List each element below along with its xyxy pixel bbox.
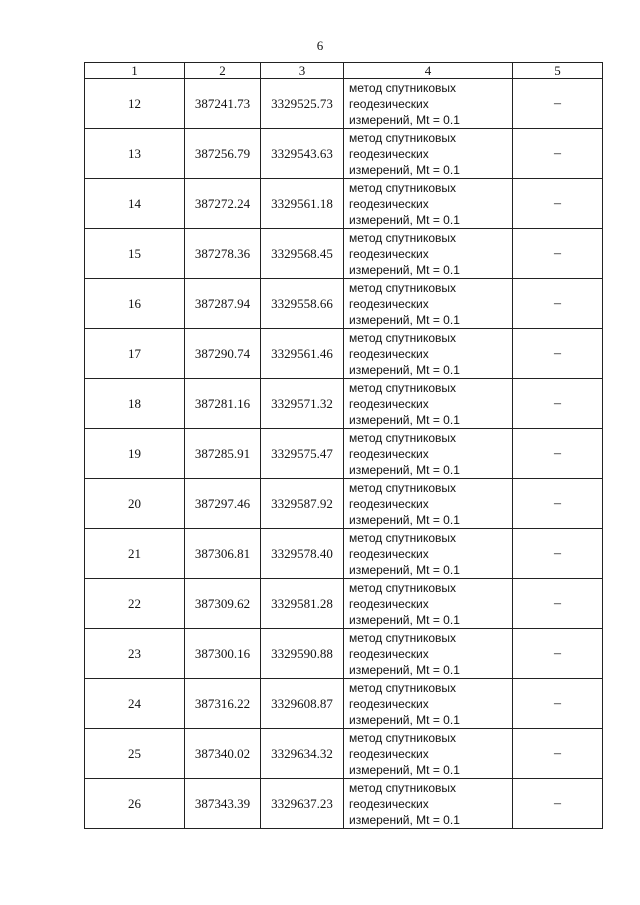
y-coordinate-cell: 3329568.45 bbox=[261, 229, 344, 279]
method-line: измерений, Mt = 0.1 bbox=[349, 612, 460, 627]
method-cell bbox=[344, 729, 513, 779]
method-line: метод спутниковых bbox=[349, 530, 457, 545]
y-coordinate-cell: 3329561.46 bbox=[261, 329, 344, 379]
x-coordinate-cell: 387309.62 bbox=[185, 579, 261, 629]
method-cell bbox=[344, 479, 513, 529]
method-line: геодезических bbox=[349, 296, 429, 311]
method-line: измерений, Mt = 0.1 bbox=[349, 662, 460, 677]
method-cell bbox=[344, 679, 513, 729]
method-line: измерений, Mt = 0.1 bbox=[349, 262, 460, 277]
method-line: измерений, Mt = 0.1 bbox=[349, 712, 460, 727]
point-number-cell: 18 bbox=[85, 379, 185, 429]
note-cell: – bbox=[513, 79, 603, 129]
y-coordinate-cell: 3329581.28 bbox=[261, 579, 344, 629]
method-cell bbox=[344, 79, 513, 129]
method-line: геодезических bbox=[349, 346, 429, 361]
y-coordinate-cell: 3329525.73 bbox=[261, 79, 344, 129]
table-row bbox=[85, 479, 603, 529]
x-coordinate-cell: 387272.24 bbox=[185, 179, 261, 229]
method-cell bbox=[344, 329, 513, 379]
x-coordinate-cell: 387256.79 bbox=[185, 129, 261, 179]
method-line: измерений, Mt = 0.1 bbox=[349, 562, 460, 577]
method-line: метод спутниковых bbox=[349, 130, 457, 145]
note-cell: – bbox=[513, 479, 603, 529]
method-line: метод спутниковых bbox=[349, 380, 457, 395]
method-line: метод спутниковых bbox=[349, 280, 457, 295]
note-cell: – bbox=[513, 729, 603, 779]
table-row bbox=[85, 429, 603, 479]
method-line: измерений, Mt = 0.1 bbox=[349, 112, 460, 127]
method-line: измерений, Mt = 0.1 bbox=[349, 462, 460, 477]
y-coordinate-cell: 3329578.40 bbox=[261, 529, 344, 579]
point-number-cell: 16 bbox=[85, 279, 185, 329]
point-number-cell: 23 bbox=[85, 629, 185, 679]
method-line: измерений, Mt = 0.1 bbox=[349, 812, 460, 827]
method-line: геодезических bbox=[349, 446, 429, 461]
x-coordinate-cell: 387287.94 bbox=[185, 279, 261, 329]
method-line: метод спутниковых bbox=[349, 430, 457, 445]
method-cell bbox=[344, 379, 513, 429]
y-coordinate-cell: 3329590.88 bbox=[261, 629, 344, 679]
point-number-cell: 19 bbox=[85, 429, 185, 479]
x-coordinate-cell: 387285.91 bbox=[185, 429, 261, 479]
x-coordinate-cell: 387306.81 bbox=[185, 529, 261, 579]
note-cell: – bbox=[513, 129, 603, 179]
method-line: геодезических bbox=[349, 796, 429, 811]
y-coordinate-cell: 3329637.23 bbox=[261, 779, 344, 829]
column-header-4: 4 bbox=[344, 63, 513, 79]
table-row bbox=[85, 229, 603, 279]
table-row bbox=[85, 529, 603, 579]
table-row bbox=[85, 329, 603, 379]
note-cell: – bbox=[513, 429, 603, 479]
table-header-row bbox=[85, 63, 603, 79]
x-coordinate-cell: 387278.36 bbox=[185, 229, 261, 279]
table-row bbox=[85, 729, 603, 779]
method-line: геодезических bbox=[349, 196, 429, 211]
point-number-cell: 26 bbox=[85, 779, 185, 829]
note-cell: – bbox=[513, 679, 603, 729]
method-line: геодезических bbox=[349, 246, 429, 261]
point-number-cell: 17 bbox=[85, 329, 185, 379]
note-cell: – bbox=[513, 579, 603, 629]
method-cell bbox=[344, 579, 513, 629]
note-cell: – bbox=[513, 779, 603, 829]
method-cell bbox=[344, 129, 513, 179]
note-cell: – bbox=[513, 529, 603, 579]
point-number-cell: 12 bbox=[85, 79, 185, 129]
table-body bbox=[85, 79, 603, 829]
method-line: измерений, Mt = 0.1 bbox=[349, 212, 460, 227]
y-coordinate-cell: 3329634.32 bbox=[261, 729, 344, 779]
method-line: геодезических bbox=[349, 646, 429, 661]
method-line: метод спутниковых bbox=[349, 330, 457, 345]
method-line: метод спутниковых bbox=[349, 630, 457, 645]
method-line: метод спутниковых bbox=[349, 180, 457, 195]
method-cell bbox=[344, 179, 513, 229]
method-cell bbox=[344, 229, 513, 279]
point-number-cell: 25 bbox=[85, 729, 185, 779]
x-coordinate-cell: 387300.16 bbox=[185, 629, 261, 679]
method-line: метод спутниковых bbox=[349, 680, 457, 695]
point-number-cell: 15 bbox=[85, 229, 185, 279]
y-coordinate-cell: 3329571.32 bbox=[261, 379, 344, 429]
method-line: метод спутниковых bbox=[349, 230, 457, 245]
x-coordinate-cell: 387316.22 bbox=[185, 679, 261, 729]
x-coordinate-cell: 387297.46 bbox=[185, 479, 261, 529]
point-number-cell: 21 bbox=[85, 529, 185, 579]
point-number-cell: 13 bbox=[85, 129, 185, 179]
method-cell bbox=[344, 529, 513, 579]
method-cell bbox=[344, 279, 513, 329]
table-row bbox=[85, 379, 603, 429]
column-header-5: 5 bbox=[513, 63, 603, 79]
point-number-cell: 14 bbox=[85, 179, 185, 229]
y-coordinate-cell: 3329575.47 bbox=[261, 429, 344, 479]
x-coordinate-cell: 387241.73 bbox=[185, 79, 261, 129]
column-header-2: 2 bbox=[185, 63, 261, 79]
method-line: метод спутниковых bbox=[349, 730, 457, 745]
note-cell: – bbox=[513, 179, 603, 229]
method-cell bbox=[344, 429, 513, 479]
table-row bbox=[85, 179, 603, 229]
method-line: измерений, Mt = 0.1 bbox=[349, 312, 460, 327]
method-line: метод спутниковых bbox=[349, 580, 457, 595]
table-row bbox=[85, 779, 603, 829]
table-row bbox=[85, 79, 603, 129]
method-line: геодезических bbox=[349, 546, 429, 561]
table-row bbox=[85, 579, 603, 629]
page-number: 6 bbox=[316, 38, 324, 53]
method-line: метод спутниковых bbox=[349, 80, 457, 95]
y-coordinate-cell: 3329543.63 bbox=[261, 129, 344, 179]
method-line: геодезических bbox=[349, 396, 429, 411]
method-line: метод спутниковых bbox=[349, 780, 457, 795]
point-number-cell: 20 bbox=[85, 479, 185, 529]
method-line: геодезических bbox=[349, 696, 429, 711]
coordinates-table bbox=[84, 62, 603, 829]
note-cell: – bbox=[513, 629, 603, 679]
point-number-cell: 22 bbox=[85, 579, 185, 629]
point-number-cell: 24 bbox=[85, 679, 185, 729]
method-line: геодезических bbox=[349, 96, 429, 111]
table-row bbox=[85, 629, 603, 679]
x-coordinate-cell: 387340.02 bbox=[185, 729, 261, 779]
column-header-3: 3 bbox=[261, 63, 344, 79]
column-header-1: 1 bbox=[85, 63, 185, 79]
method-cell bbox=[344, 779, 513, 829]
method-line: геодезических bbox=[349, 596, 429, 611]
method-line: геодезических bbox=[349, 746, 429, 761]
note-cell: – bbox=[513, 329, 603, 379]
y-coordinate-cell: 3329587.92 bbox=[261, 479, 344, 529]
y-coordinate-cell: 3329561.18 bbox=[261, 179, 344, 229]
table-row bbox=[85, 129, 603, 179]
x-coordinate-cell: 387281.16 bbox=[185, 379, 261, 429]
method-line: геодезических bbox=[349, 496, 429, 511]
method-line: измерений, Mt = 0.1 bbox=[349, 412, 460, 427]
table-row bbox=[85, 679, 603, 729]
note-cell: – bbox=[513, 229, 603, 279]
method-line: геодезических bbox=[349, 146, 429, 161]
y-coordinate-cell: 3329608.87 bbox=[261, 679, 344, 729]
method-line: измерений, Mt = 0.1 bbox=[349, 762, 460, 777]
method-cell bbox=[344, 629, 513, 679]
table-row bbox=[85, 279, 603, 329]
method-line: измерений, Mt = 0.1 bbox=[349, 162, 460, 177]
y-coordinate-cell: 3329558.66 bbox=[261, 279, 344, 329]
x-coordinate-cell: 387343.39 bbox=[185, 779, 261, 829]
method-line: метод спутниковых bbox=[349, 480, 457, 495]
x-coordinate-cell: 387290.74 bbox=[185, 329, 261, 379]
method-line: измерений, Mt = 0.1 bbox=[349, 362, 460, 377]
note-cell: – bbox=[513, 279, 603, 329]
note-cell: – bbox=[513, 379, 603, 429]
method-line: измерений, Mt = 0.1 bbox=[349, 512, 460, 527]
